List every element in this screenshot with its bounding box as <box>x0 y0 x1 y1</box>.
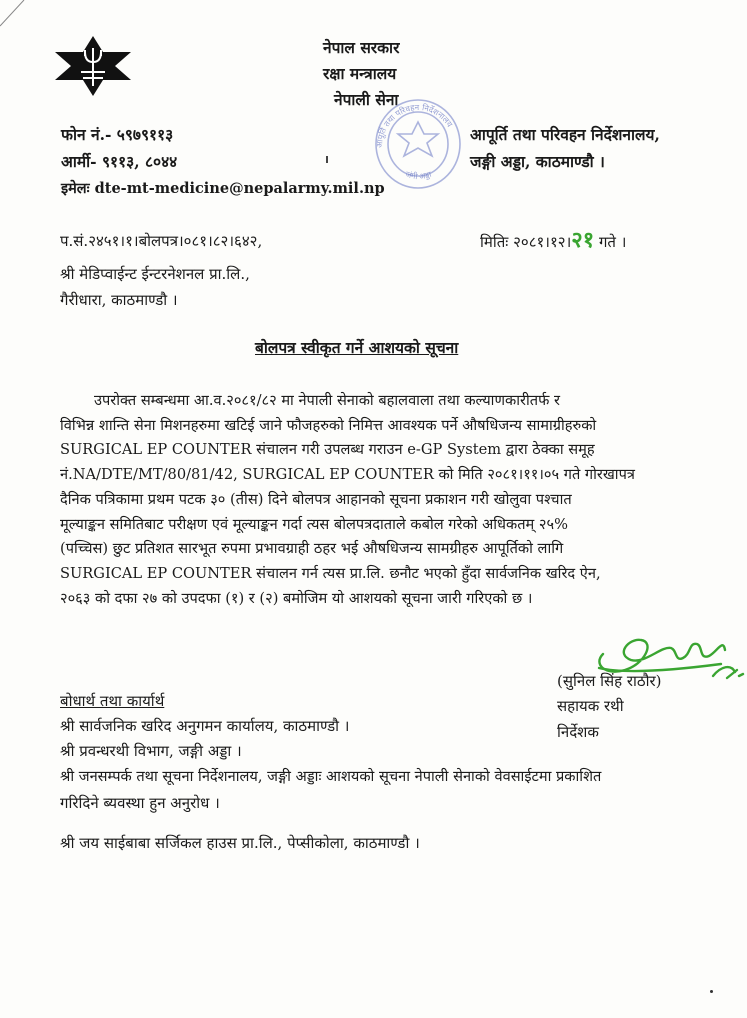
body-line-1: उपरोक्त सम्बन्धमा आ.व.२०८१/८२ मा नेपाली सेनाको बहालवाला तथा कल्याणकारीतर्फ र <box>94 392 560 409</box>
cc-item-3-cont: गरिदिने ब्यवस्था हुन अनुरोध । <box>60 794 220 812</box>
body-line-8: SURGICAL EP COUNTER संचालन गर्न त्यस प्रा.लि. छनौट भएको हुँदा सार्वजनिक खरिद ऐन, <box>60 564 601 582</box>
body-line-3: SURGICAL EP COUNTER संचालन गरी उपलब्ध गराउन e-GP System द्वारा ठेक्का समूह <box>60 441 595 459</box>
phone-number: फोन नं.- ५९७९११३ <box>61 125 174 144</box>
reference-number: प.सं.२४५१।१।बोलपत्र।०८१।८२।६४२, <box>60 232 263 250</box>
svg-text:जंगी अड्डा <box>404 169 433 181</box>
scan-edge-line <box>0 0 40 40</box>
header-government: नेपाल सरकार <box>323 38 400 57</box>
army-number: आर्मी- ९११३, ८०४४ <box>61 152 178 171</box>
email-address[interactable]: dte-mt-medicine@nepalarmy.mil.np <box>94 180 385 197</box>
recipient-address: गैरीधारा, काठमाण्डौ । <box>60 291 178 309</box>
body-line-4: नं.NA/DTE/MT/80/81/42, SURGICAL EP COUNTER को मिति २०८१।११।०५ गते गोरखापत्र <box>60 466 635 484</box>
handwritten-date: २१ <box>571 228 595 253</box>
body-line-2: विभिन्न शान्ति सेना मिशनहरुमा खटिई जाने फौजहरुको निमित्त आवश्यक पर्ने औषधिजन्य सामाग्रीहरुको <box>60 416 597 434</box>
mark-tick <box>326 156 328 163</box>
date-line <box>480 228 627 253</box>
stamp-bottom-text: जंगी अड्डा <box>404 169 433 182</box>
cc-item-3: श्री जनसम्पर्क तथा सूचना निर्देशनालय, जङ्गी अड्डाः आशयको सूचना नेपाली सेनाको वेवसाईटमा प्रकाशित <box>60 768 602 785</box>
office-name: आपूर्ति तथा परिवहन निर्देशनालय, <box>470 125 660 144</box>
header-army: नेपाली सेना <box>334 90 399 109</box>
office-seal-stamp <box>372 96 464 192</box>
date-suffix: गते । <box>598 233 627 251</box>
nepal-army-emblem <box>55 36 131 96</box>
header-ministry: रक्षा मन्त्रालय <box>323 64 397 83</box>
body-line-5: दैनिक पत्रिकामा प्रथम पटक ३० (तीस) दिने बोलपत्र आहानको सूचना प्रकाशन गरी खोलुवा पश्चात <box>60 490 572 508</box>
signatory-name: (सुनिल सिंह राठौर) <box>557 672 662 690</box>
body-line-9: २०६३ को दफा २७ को उपदफा (१) र (२) बमोजिम यो आशयको सूचना जारी गरिएको छ । <box>60 589 533 607</box>
body-line-7: (पच्चिस) छुट प्रतिशत सारभूत रुपमा प्रभावग्राही ठहर भई औषधिजन्य सामग्रीहरु आपूर्तिको लागि <box>60 540 564 558</box>
notice-body <box>60 389 705 611</box>
notice-subject: बोलपत्र स्वीकृत गर्ने आशयको सूचना <box>255 338 459 357</box>
body-line-6: मूल्याङ्कन समितिबाट परीक्षण एवं मूल्याङ्कन गर्दा त्यस बोलपत्रदाताले कबोल गरेको अधिकतम् २५% <box>60 515 568 533</box>
cc-item-4: श्री जय साईबाबा सर्जिकल हाउस प्रा.लि., पेप्सीकोला, काठमाण्डौ । <box>60 834 420 852</box>
scan-speck <box>710 990 713 993</box>
cc-item-1: श्री सार्वजनिक खरिद अनुगमन कार्यालय, काठमाण्डौ । <box>60 717 350 735</box>
stamp-top-text: आपूर्ति तथा परिवहन निर्देशनालय <box>374 102 455 149</box>
recipient-name: श्री मेडिप्वाईन्ट ईन्टरनेशनल प्रा.लि., <box>60 265 250 283</box>
cc-item-2: श्री प्रवन्धरथी विभाग, जङ्गी अड्डा । <box>60 742 242 760</box>
signatory-rank: सहायक रथी <box>557 697 624 715</box>
email-line <box>61 179 385 199</box>
cc-heading: बोधार्थ तथा कार्यार्थ <box>60 692 165 710</box>
office-address: जङ्गी अड्डा, काठमाण्डौ । <box>470 152 605 171</box>
signatory-title: निर्देशक <box>557 723 599 741</box>
email-label: इमेलः <box>61 180 90 197</box>
date-label: मितिः २०८१।१२। <box>480 233 572 251</box>
